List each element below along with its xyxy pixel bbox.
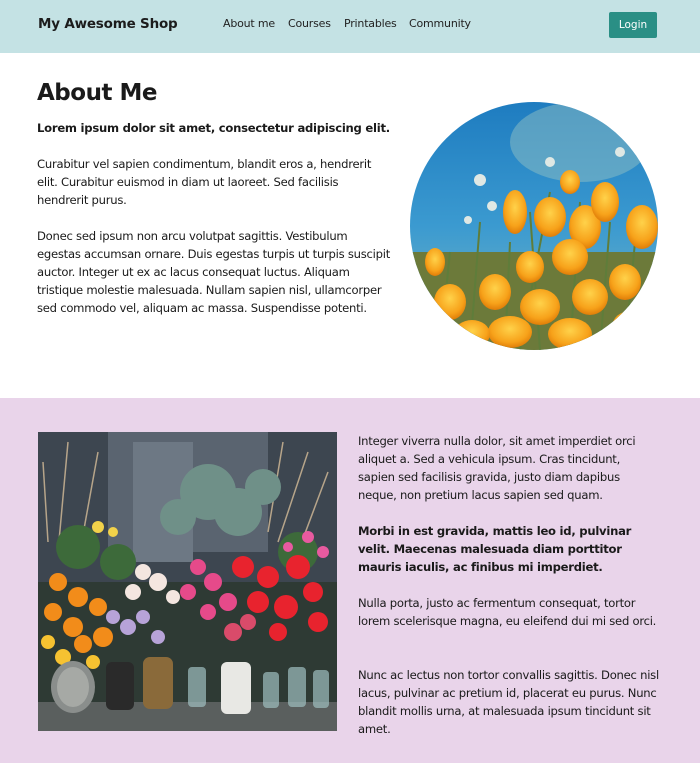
nav-link-courses[interactable]: Courses — [288, 17, 331, 30]
about-section — [0, 53, 700, 398]
flowers-circle-image — [410, 102, 658, 350]
top-navbar — [0, 0, 700, 53]
secondary-section — [0, 398, 700, 763]
nav-link-about-me[interactable]: About me — [223, 17, 275, 30]
nav-link-printables[interactable]: Printables — [344, 17, 397, 30]
about-paragraph-1: Curabitur vel sapien condimentum, blandit eros a, hendrerit elit. Curabitur euismod in diam ut laoreet. Sed facilisis hendrerit purus. — [37, 157, 372, 207]
login-button[interactable]: Login — [609, 12, 657, 38]
section-paragraph-1: Integer viverra nulla dolor, sit amet imperdiet orci aliquet a. Sed a vehicula ipsum. Cras tincidunt, sapien sed facilisis gravida, justo diam dapibus neque, non pretium lacus sapien sed quam. — [358, 434, 636, 502]
flower-shop-image — [38, 432, 337, 731]
poppy-field-illustration — [410, 102, 658, 350]
flower-shop-illustration — [38, 432, 337, 731]
section-paragraph-4: Nunc ac lectus non tortor convallis sagittis. Donec nisl lacus, pulvinar ac pretium id, placerat eu purus. Nunc blandit mollis urna, at malesuada ipsum tincidunt sit amet. — [358, 668, 659, 736]
about-paragraph-2: Donec sed ipsum non arcu volutpat sagittis. Vestibulum egestas accumsan ornare. Duis egestas turpis ut turpis suscipit auctor. Integer ut ex ac lacus consequat luctus. Aliquam tristique molestie malesuada. Nullam sapien nisl, ullamcorper sed commodo vel, aliquam ac massa. Suspendisse potenti. — [37, 229, 391, 315]
brand-logo-text[interactable]: My Awesome Shop — [38, 16, 178, 32]
page-title: About Me — [37, 80, 157, 106]
about-lead-text: Lorem ipsum dolor sit amet, consectetur adipiscing elit. — [37, 121, 390, 135]
section-bold-paragraph: Morbi in est gravida, mattis leo id, pulvinar velit. Maecenas malesuada diam porttitor mauris iaculis, ac finibus mi imperdiet. — [358, 524, 632, 574]
nav-link-community[interactable]: Community — [409, 17, 471, 30]
section-paragraph-3: Nulla porta, justo ac fermentum consequat, tortor lorem scelerisque magna, eu eleifend dui mi sed orci. — [358, 596, 657, 628]
